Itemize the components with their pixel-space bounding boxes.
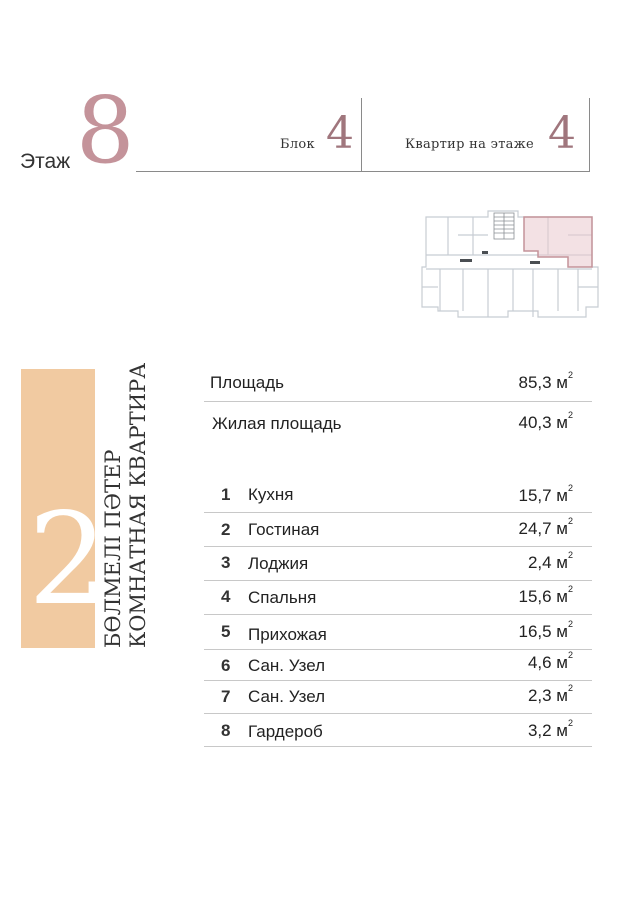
highlighted-apartment (524, 217, 592, 267)
summary-divider (204, 401, 592, 402)
apartment-type-vertical-label (101, 363, 151, 648)
apartment-type-kazakh: БӨЛМЕЛІ ПӘТЕР (101, 449, 125, 648)
apartments-per-floor-label: Квартир на этаже (405, 137, 534, 152)
header-underline-left (136, 171, 361, 172)
room-index: 1 (221, 485, 231, 504)
row-divider (204, 713, 592, 714)
row-divider (204, 746, 592, 747)
floor-header (0, 0, 625, 200)
room-area: 15,6 $м^2$ (518, 584, 573, 606)
floor-label: Этаж (20, 150, 71, 173)
room-area: 16,5 $м^2$ (518, 619, 573, 641)
apartments-per-floor-number: 4 (548, 108, 576, 159)
block-label: Блок (280, 137, 315, 152)
room-name: Спальня (248, 588, 317, 607)
total-area-value: 85,3 $м^2$ (518, 370, 573, 392)
floor-plan-thumbnail (418, 207, 600, 321)
row-divider (204, 680, 592, 681)
block-number: 4 (326, 108, 354, 159)
room-index: 3 (221, 553, 231, 572)
total-area-label: Площадь (210, 373, 285, 392)
room-name: Прихожая (248, 625, 327, 644)
room-index: 2 (221, 520, 231, 539)
room-area: 2,4 $м^2$ (527, 550, 573, 572)
room-index: 5 (221, 622, 231, 641)
header-divider-2 (589, 98, 590, 172)
rooms-count-number: 2 (28, 486, 109, 633)
room-index: 8 (221, 721, 231, 740)
row-divider (204, 546, 592, 547)
room-area: 2,3 $м^2$ (527, 683, 573, 705)
room-area: 4,6 $м^2$ (527, 650, 573, 672)
room-name: Гостиная (248, 520, 320, 539)
row-divider (204, 580, 592, 581)
room-name: Сан. Узел (248, 656, 326, 675)
room-index: 4 (221, 587, 231, 606)
row-divider (204, 512, 592, 513)
row-divider (204, 649, 592, 650)
room-name: Кухня (248, 485, 294, 504)
room-area: 24,7 $м^2$ (518, 516, 573, 538)
header-divider-1 (361, 98, 362, 172)
row-divider (204, 614, 592, 615)
apartment-type-russian: КОМНАТНАЯ КВАРТИРА (126, 362, 150, 648)
room-index: 7 (221, 687, 231, 706)
room-index: 6 (221, 656, 231, 675)
room-area: 3,2 $м^2$ (527, 718, 573, 740)
room-name: Сан. Узел (248, 687, 326, 706)
living-area-label: Жилая площадь (212, 414, 342, 433)
room-area: 15,7 $м^2$ (518, 483, 573, 505)
floor-number: 8 (76, 77, 135, 184)
room-name: Гардероб (248, 722, 323, 741)
living-area-value: 40,3 $м^2$ (518, 410, 573, 432)
header-underline-right (361, 171, 590, 172)
room-name: Лоджия (248, 554, 309, 573)
